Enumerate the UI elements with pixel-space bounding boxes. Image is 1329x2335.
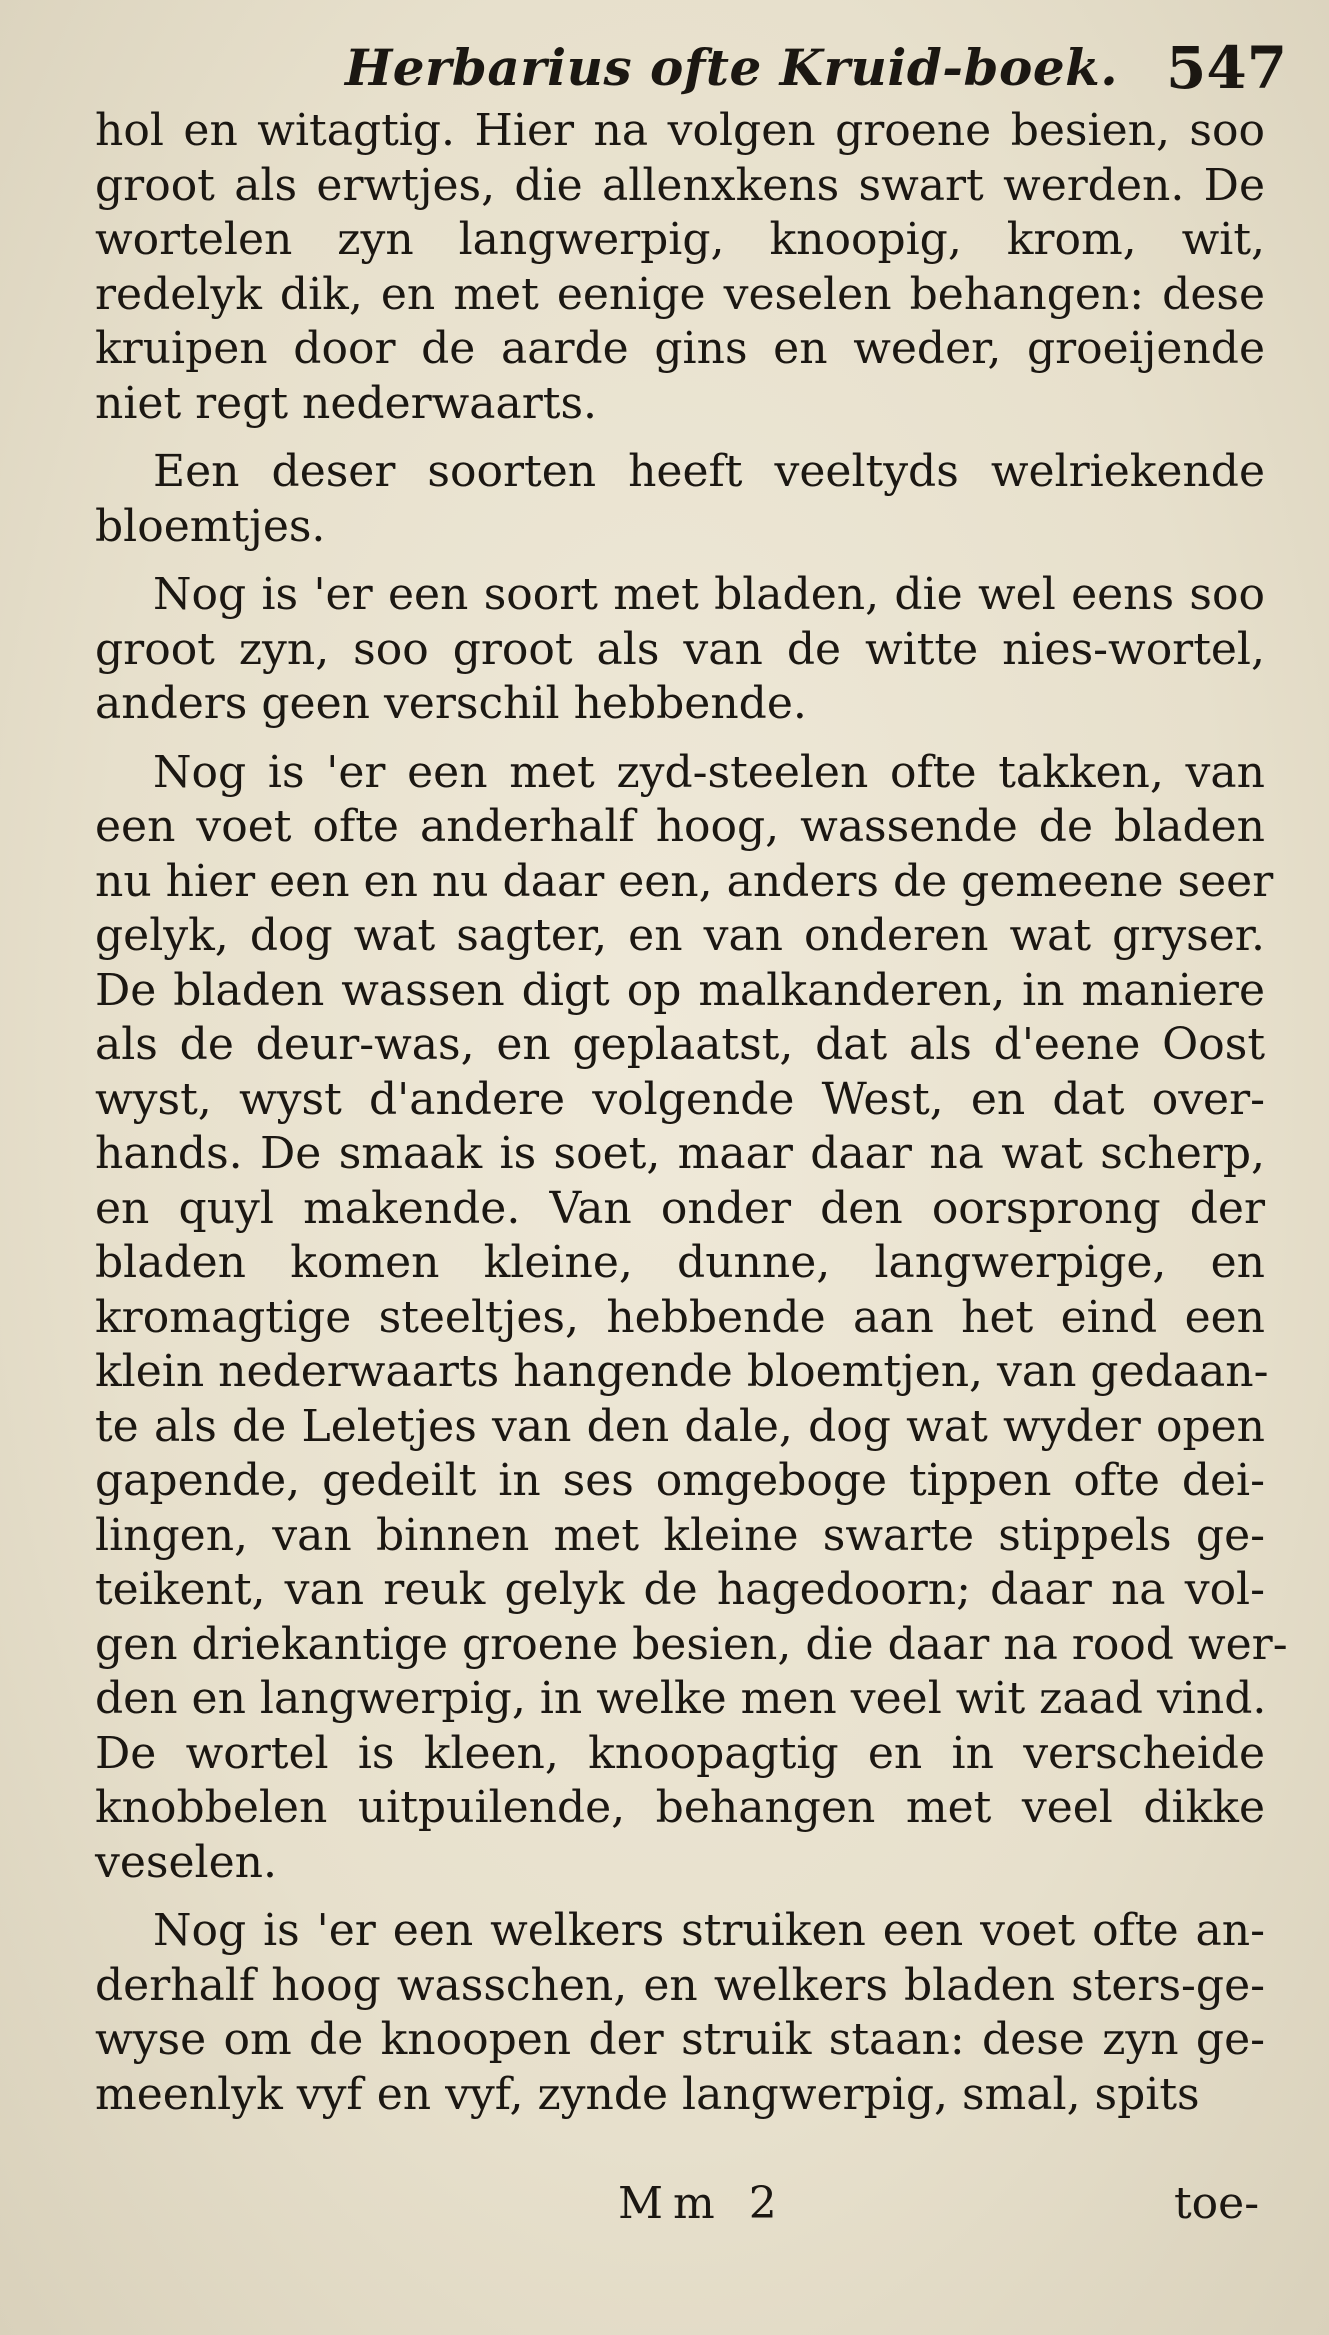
text-line: derhalf hoog wasschen, en welkers bladen sters-ge- (95, 1959, 1265, 2011)
text-line: veselen. (95, 1836, 277, 1888)
text-line: een voet ofte anderhalf hoog, wassende de bladen (95, 801, 1265, 852)
text-line: nu hier een en nu daar een, anders de gemeene seer (95, 855, 1274, 907)
text-line: Nog is 'er een met zyd-steelen ofte takken, van (153, 746, 1265, 798)
text-line: gen driekantige groene besien, die daar na rood wer- (95, 1618, 1288, 1670)
text-line: kruipen door de aarde gins en weder, groeijende (95, 323, 1265, 374)
paragraph (95, 746, 1288, 1891)
text-line: te als de Leletjes van den dale, dog wat wyder open (95, 1400, 1265, 1452)
page-number: 547 (1166, 34, 1288, 102)
paragraph (95, 445, 1265, 554)
text-line: anders geen verschil hebbende. (95, 678, 807, 729)
text-line: Nog is 'er een soort met bladen, die wel eens soo (153, 569, 1265, 620)
text-line: wyst, wyst d'andere volgende West, en dat over- (95, 1073, 1265, 1125)
text-line: wortelen zyn langwerpig, knoopig, krom, wit, (95, 214, 1265, 265)
text-line: klein nederwaarts hangende bloemtjen, van gedaan- (95, 1346, 1269, 1397)
text-line: bladen komen kleine, dunne, langwerpige, en (95, 1237, 1265, 1288)
text-line: niet regt nederwaarts. (95, 377, 598, 429)
text-line: Nog is 'er een welkers struiken een voet ofte an- (153, 1905, 1265, 1956)
text-line: redelyk dik, en met eenige veselen behangen: dese (95, 268, 1265, 320)
signature-mark: Mm 2 (618, 2178, 787, 2229)
text-line: als de deur-was, en geplaatst, dat als d'eene Oost (95, 1019, 1265, 1070)
catchword: toe- (1174, 2178, 1260, 2229)
text-line: De wortel is kleen, knoopagtig en in verscheide (95, 1727, 1265, 1779)
page-header (0, 30, 1329, 110)
text-line: meenlyk vyf en vyf, zynde langwerpig, smal, spits (95, 2068, 1200, 2120)
text-line: bloemtjes. (95, 500, 326, 552)
text-line: kromagtige steeltjes, hebbende aan het eind een (95, 1291, 1265, 1343)
text-line: De bladen wassen digt op malkanderen, in maniere (95, 964, 1265, 1016)
text-line: groot zyn, soo groot als van de witte nies-wortel, (95, 623, 1265, 675)
running-title: Herbarius ofte Kruid-boek. (345, 38, 1119, 97)
text-line: hol en witagtig. Hier na volgen groene besien, soo (95, 105, 1265, 156)
text-line: knobbelen uitpuilende, behangen met veel dikke (95, 1782, 1265, 1833)
text-line: gapende, gedeilt in ses omgeboge tippen ofte dei- (95, 1455, 1265, 1506)
paragraph (95, 1904, 1265, 2122)
paragraph (95, 568, 1265, 732)
text-line: lingen, van binnen met kleine swarte stippels ge- (95, 1509, 1265, 1561)
paragraph (95, 104, 1265, 431)
text-line: Een deser soorten heeft veeltyds welriekende (153, 446, 1265, 497)
text-line: groot als erwtjes, die allenxkens swart werden. De (95, 159, 1265, 211)
text-line: wyse om de knoopen der struik staan: dese zyn ge- (95, 2014, 1265, 2065)
text-line: den en langwerpig, in welke men veel wit zaad vind. (95, 1673, 1267, 1724)
text-line: hands. De smaak is soet, maar daar na wat scherp, (95, 1128, 1265, 1179)
text-line: teikent, van reuk gelyk de hagedoorn; daar na vol- (95, 1564, 1265, 1615)
text-line: en quyl makende. Van onder den oorsprong der (95, 1182, 1265, 1234)
text-body (95, 104, 1288, 2136)
page-footer (0, 2178, 1329, 2248)
text-line: gelyk, dog wat sagter, en van onderen wat gryser. (95, 910, 1265, 961)
